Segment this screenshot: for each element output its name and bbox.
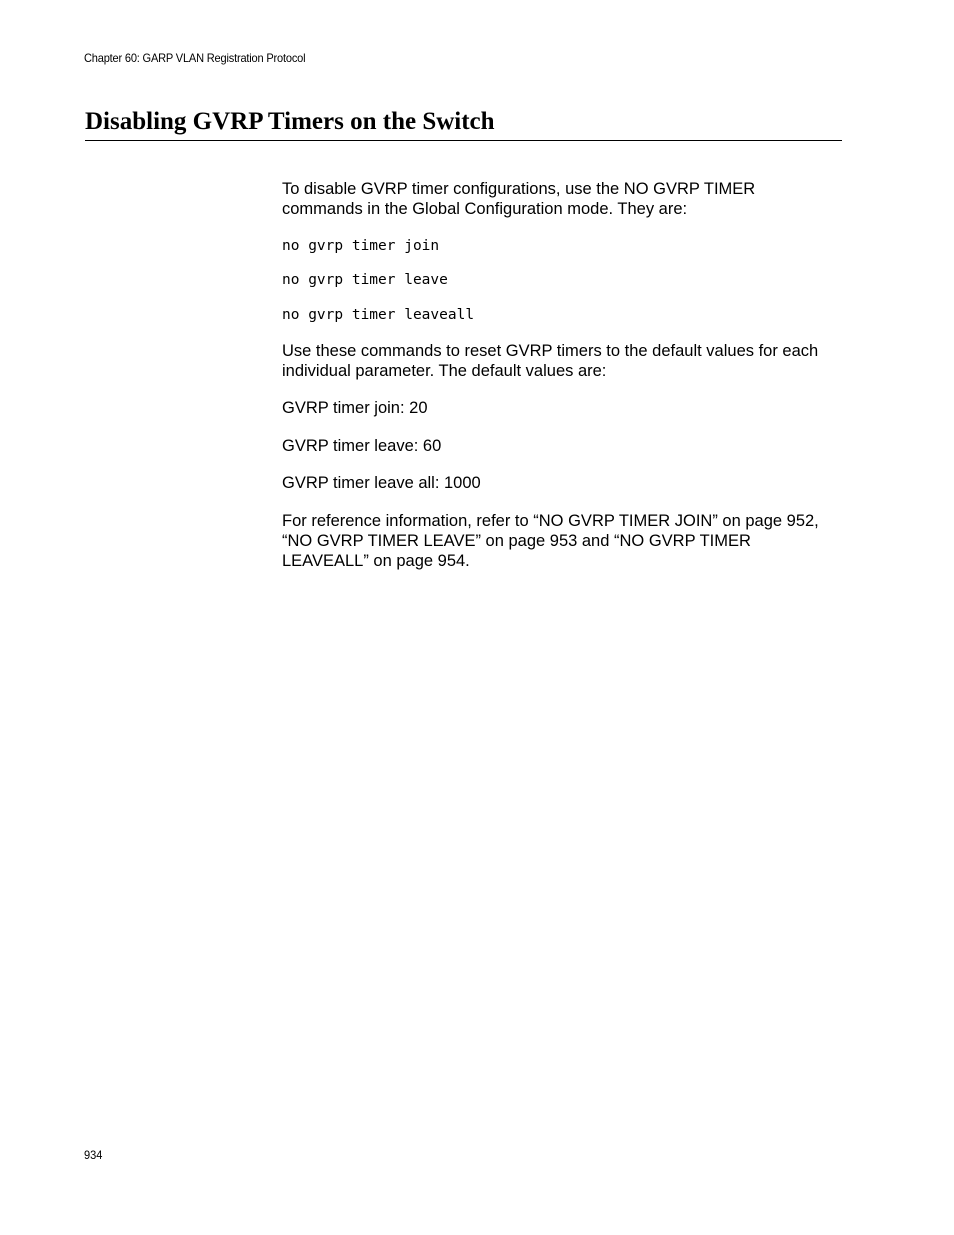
reset-line-2: individual parameter. The default values are: — [282, 362, 607, 380]
default-leaveall: GVRP timer leave all: 1000 — [282, 474, 481, 492]
intro-line-1: To disable GVRP timer configurations, use the NO GVRP TIMER — [282, 180, 756, 198]
reference-line-1: For reference information, refer to “NO GVRP TIMER JOIN” on page 952, — [282, 512, 819, 530]
default-join: GVRP timer join: 20 — [282, 399, 428, 417]
command-join: no gvrp timer join — [282, 238, 440, 254]
intro-line-2: commands in the Global Configuration mode. They are: — [282, 200, 688, 218]
intro-paragraph — [282, 179, 852, 219]
reference-line-2: “NO GVRP TIMER LEAVE” on page 953 and “NO GVRP TIMER — [282, 532, 751, 550]
default-leave: GVRP timer leave: 60 — [282, 437, 442, 455]
page-number: 934 — [84, 1148, 103, 1162]
title-rule — [85, 140, 842, 141]
reset-line-1: Use these commands to reset GVRP timers to the default values for each — [282, 342, 819, 360]
command-leave: no gvrp timer leave — [282, 272, 448, 288]
section-title: Disabling GVRP Timers on the Switch — [85, 108, 495, 135]
reset-paragraph — [282, 341, 852, 381]
command-leaveall: no gvrp timer leaveall — [282, 307, 475, 323]
running-header: Chapter 60: GARP VLAN Registration Protocol — [84, 51, 306, 65]
reference-paragraph — [282, 511, 852, 571]
reference-line-3: LEAVEALL” on page 954. — [282, 552, 470, 570]
